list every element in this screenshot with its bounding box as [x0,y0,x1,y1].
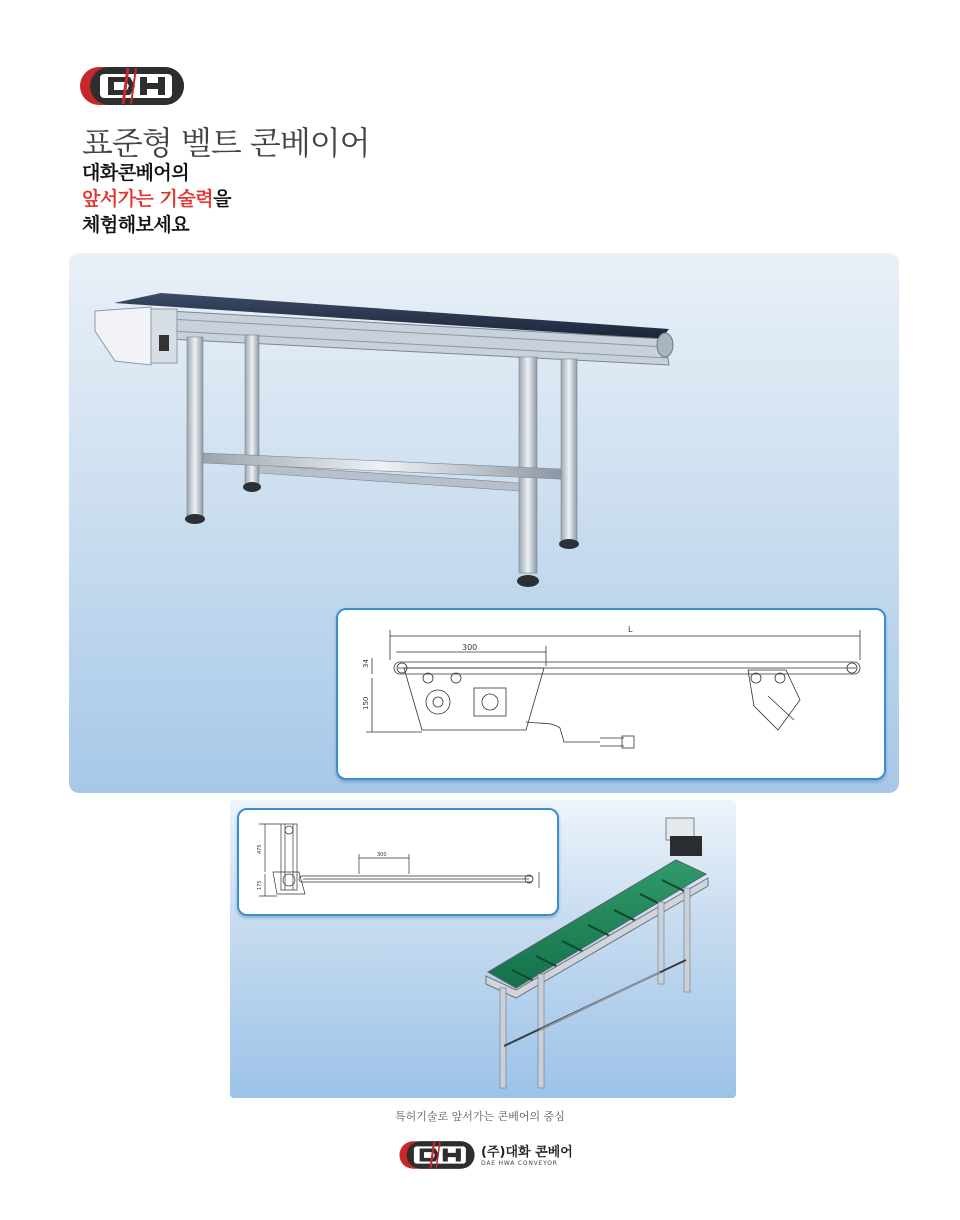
company-logo [78,64,186,108]
footer-logo [398,1138,476,1172]
dim2-175-label: 175 [257,880,263,890]
tagline-line2-rest: 을 [213,188,231,210]
footer-slogan: 특허기술로 앞서가는 콘베어의 중심 [395,1110,565,1123]
dim-length-label: L [628,625,633,634]
company-name: (주)대화 콘베어 [481,1145,573,1160]
dim-300-label: 300 [462,643,478,652]
tagline-line1: 대화콘베어의 [82,162,190,184]
company-name-en: DAE HWA CONVEYOR [481,1160,558,1167]
tagline-highlight: 앞서가는 기술력 [82,188,214,210]
logo-text: DH [78,64,80,65]
tagline-line2 [82,184,231,211]
standard-conveyor-drawing [336,608,886,780]
page-title: 표준형 벨트 콘베이어 [82,124,370,162]
dim-34-label: 34 [362,659,370,668]
dim-150-label: 150 [362,696,370,710]
tagline-line3: 체험해보세요 [82,214,190,236]
inclined-conveyor-drawing [237,808,559,916]
footer-logo-text: DH [398,1139,400,1141]
dim2-475-label: 475 [257,844,263,854]
dim2-300-label: 300 [377,852,387,858]
